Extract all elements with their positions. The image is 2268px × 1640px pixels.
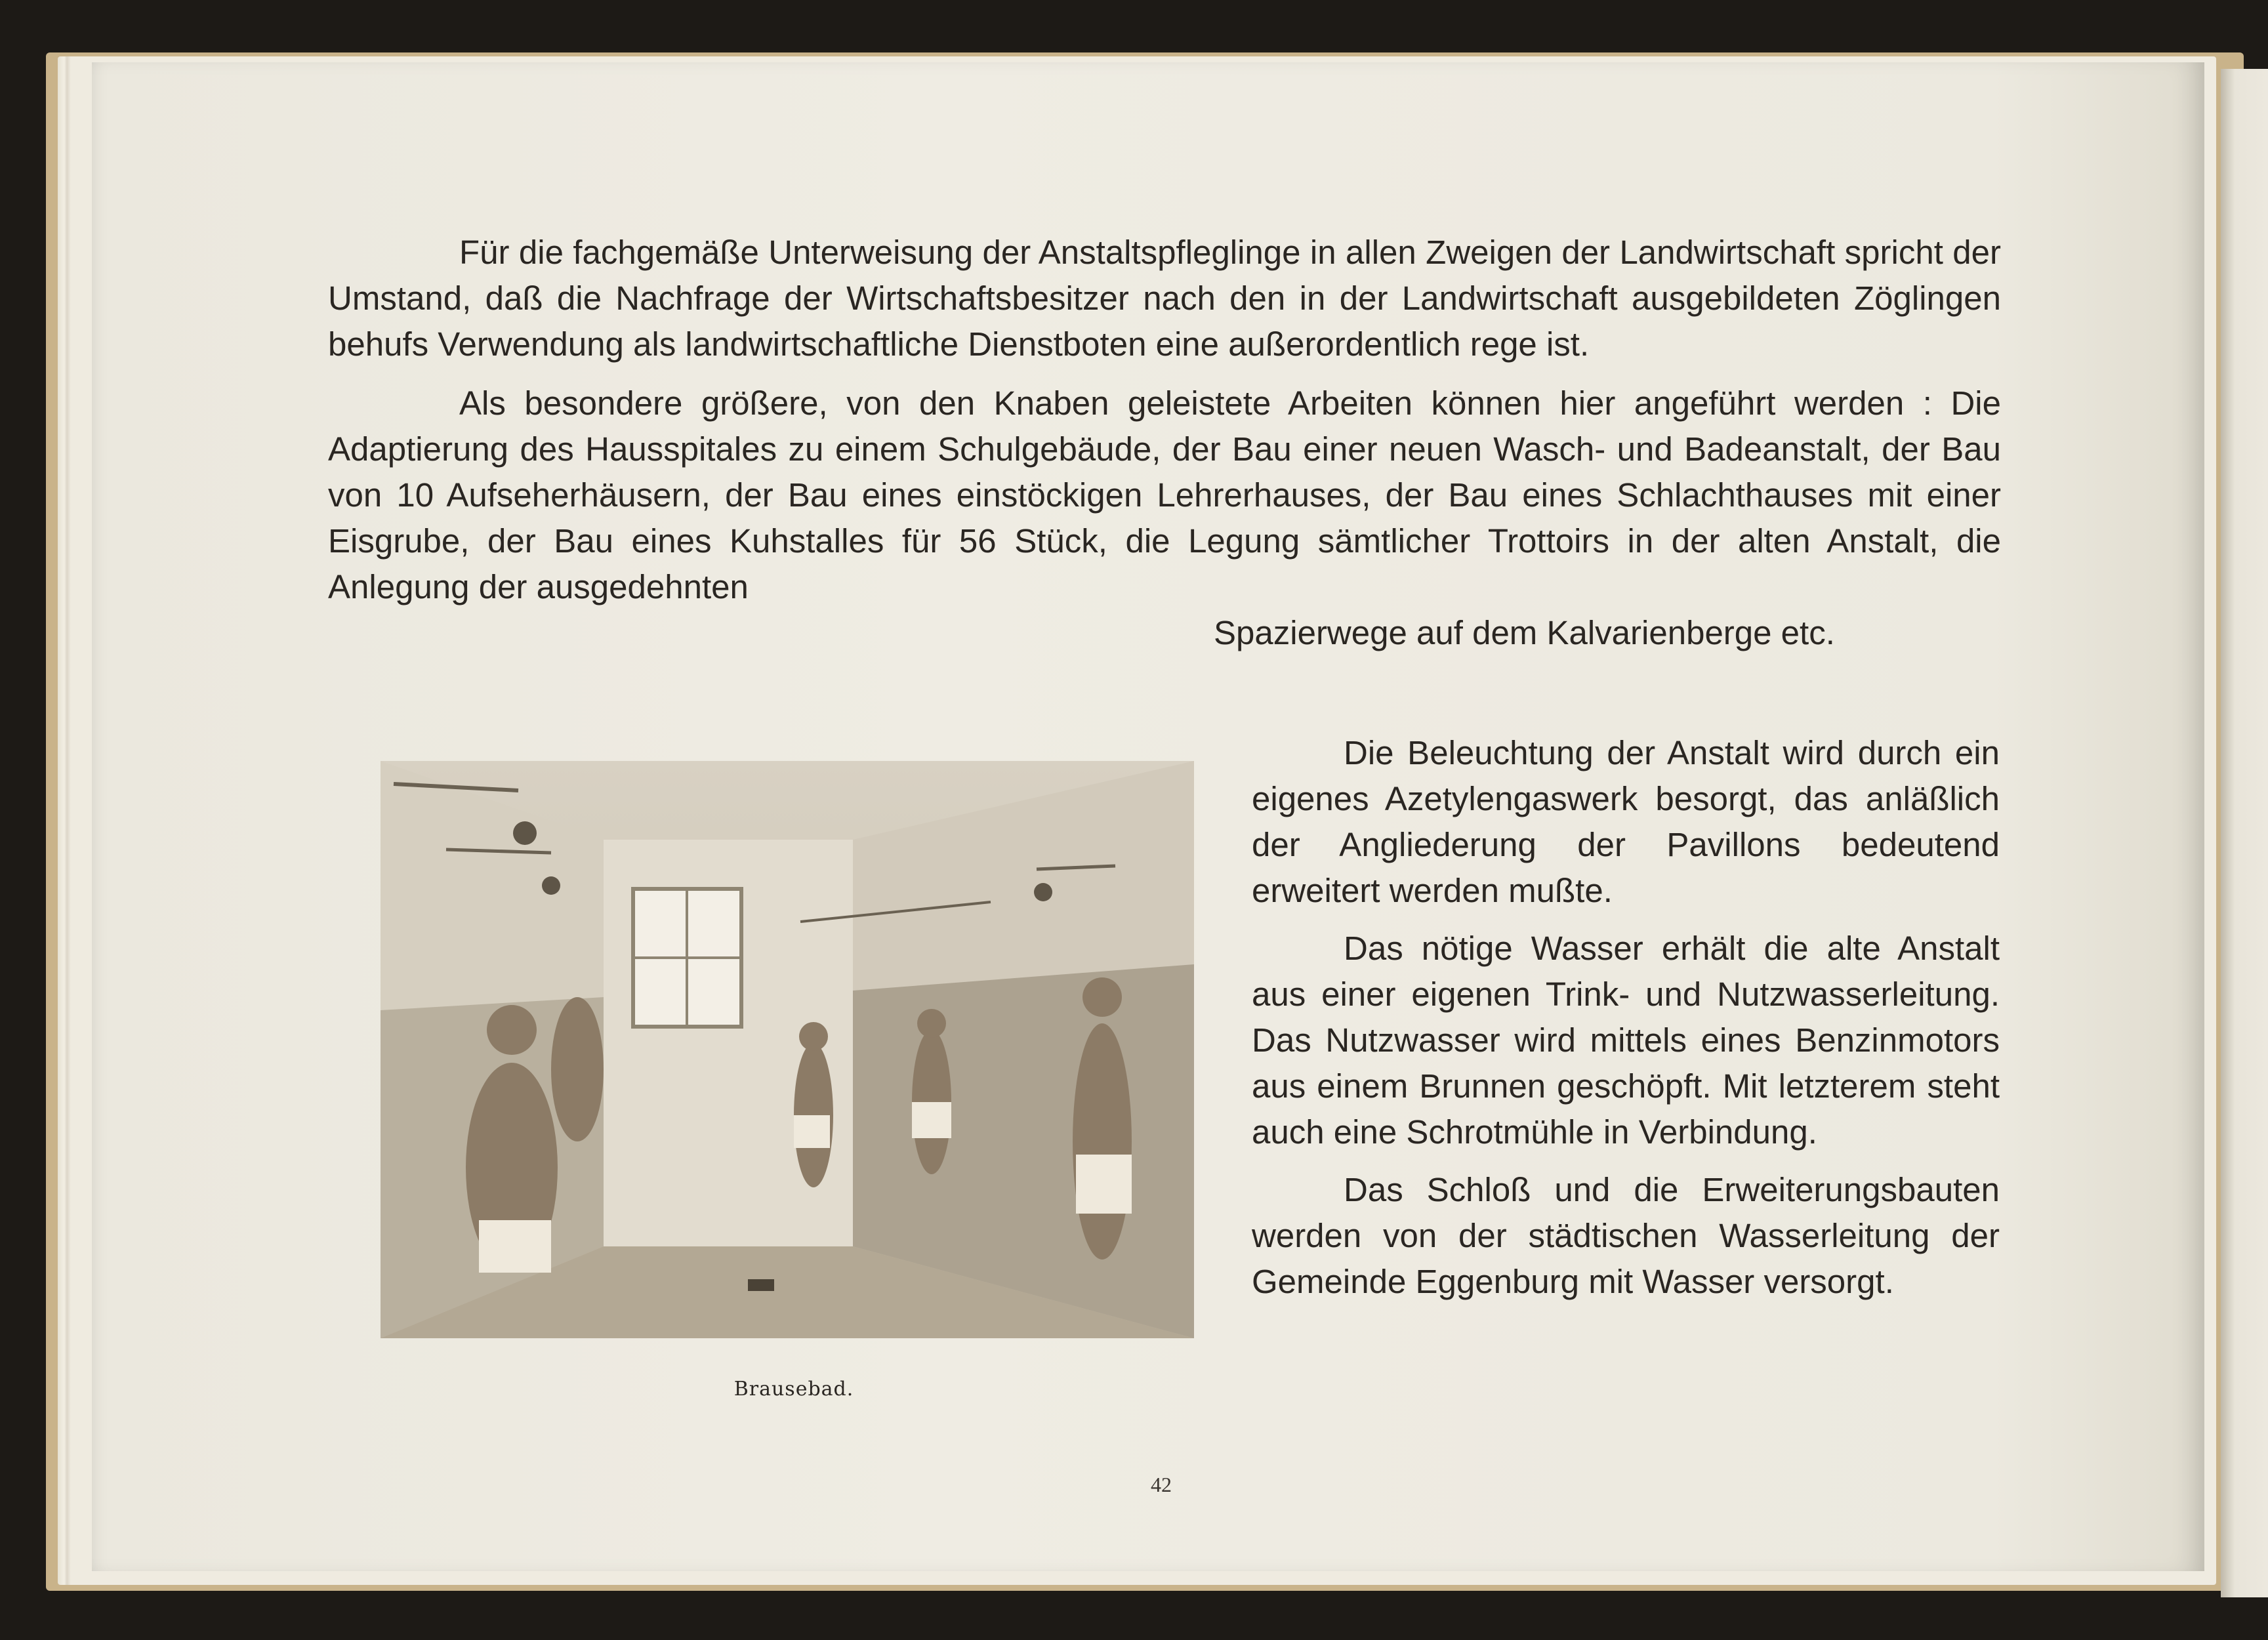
paragraph-works-end: Spazierwege auf dem Kalvarienberge etc. <box>1214 614 1835 651</box>
text-block-top <box>328 230 2001 669</box>
paragraph-works: Als besondere größere, von den Knaben geleistete Arbeiten können hier angeführt werden : Die Adaptierung des Hausspitales zu einem Schulgebäude, der Bau einer neuen Wasch- und Badeanstalt, der Bau von 10 Aufseherhäusern, der Bau eines einstöckigen Lehrerhauses, der Bau eines Schlachthauses mit einer Eisgrube, der Bau eines Kuhstalles für 56 Stück, die Legung sämtlicher Trottoirs in der alten Anstalt, die Anlegung der ausgedehnten <box>328 384 2001 605</box>
page-number: 42 <box>1151 1473 1172 1496</box>
shower-room-illustration <box>381 761 1194 1338</box>
photo-caption: Brausebad. <box>733 1378 854 1401</box>
text-block-right <box>1252 730 2000 1317</box>
paragraph-lighting: Die Beleuchtung der Anstalt wird durch ein eigenes Azetylengaswerk besorgt, das anläßlich der Angliederung der Pavillons bedeutend erweitert werden mußte. <box>1252 734 2000 909</box>
paragraph-agriculture: Für die fachgemäße Unterweisung der Anstaltspfleglinge in allen Zweigen der Landwirtschaft spricht der Umstand, daß die Nachfrage der Wirtschaftsbesitzer nach den in der Landwirtschaft ausgebildeten Zöglingen behufs Verwendung als landwirtschaftliche Dienstboten eine außerordentlich rege ist. <box>328 234 2001 363</box>
paragraph-town-water: Das Schloß und die Erweiterungsbauten werden von der städtischen Wasserleitung der Gemeinde Eggenburg mit Wasser versorgt. <box>1252 1171 2000 1300</box>
paragraph-water-supply: Das nötige Wasser erhält die alte Anstalt aus einer eigenen Trink- und Nutzwasserleitung. Das Nutzwasser wird mittels eines Benzinmotors aus einem Brunnen geschöpft. Mit letzterem steht auch eine Schrotmühle in Verbindung. <box>1252 930 2000 1151</box>
facing-page-edge <box>2221 69 2268 1597</box>
shower-bath-photo <box>381 761 1194 1338</box>
